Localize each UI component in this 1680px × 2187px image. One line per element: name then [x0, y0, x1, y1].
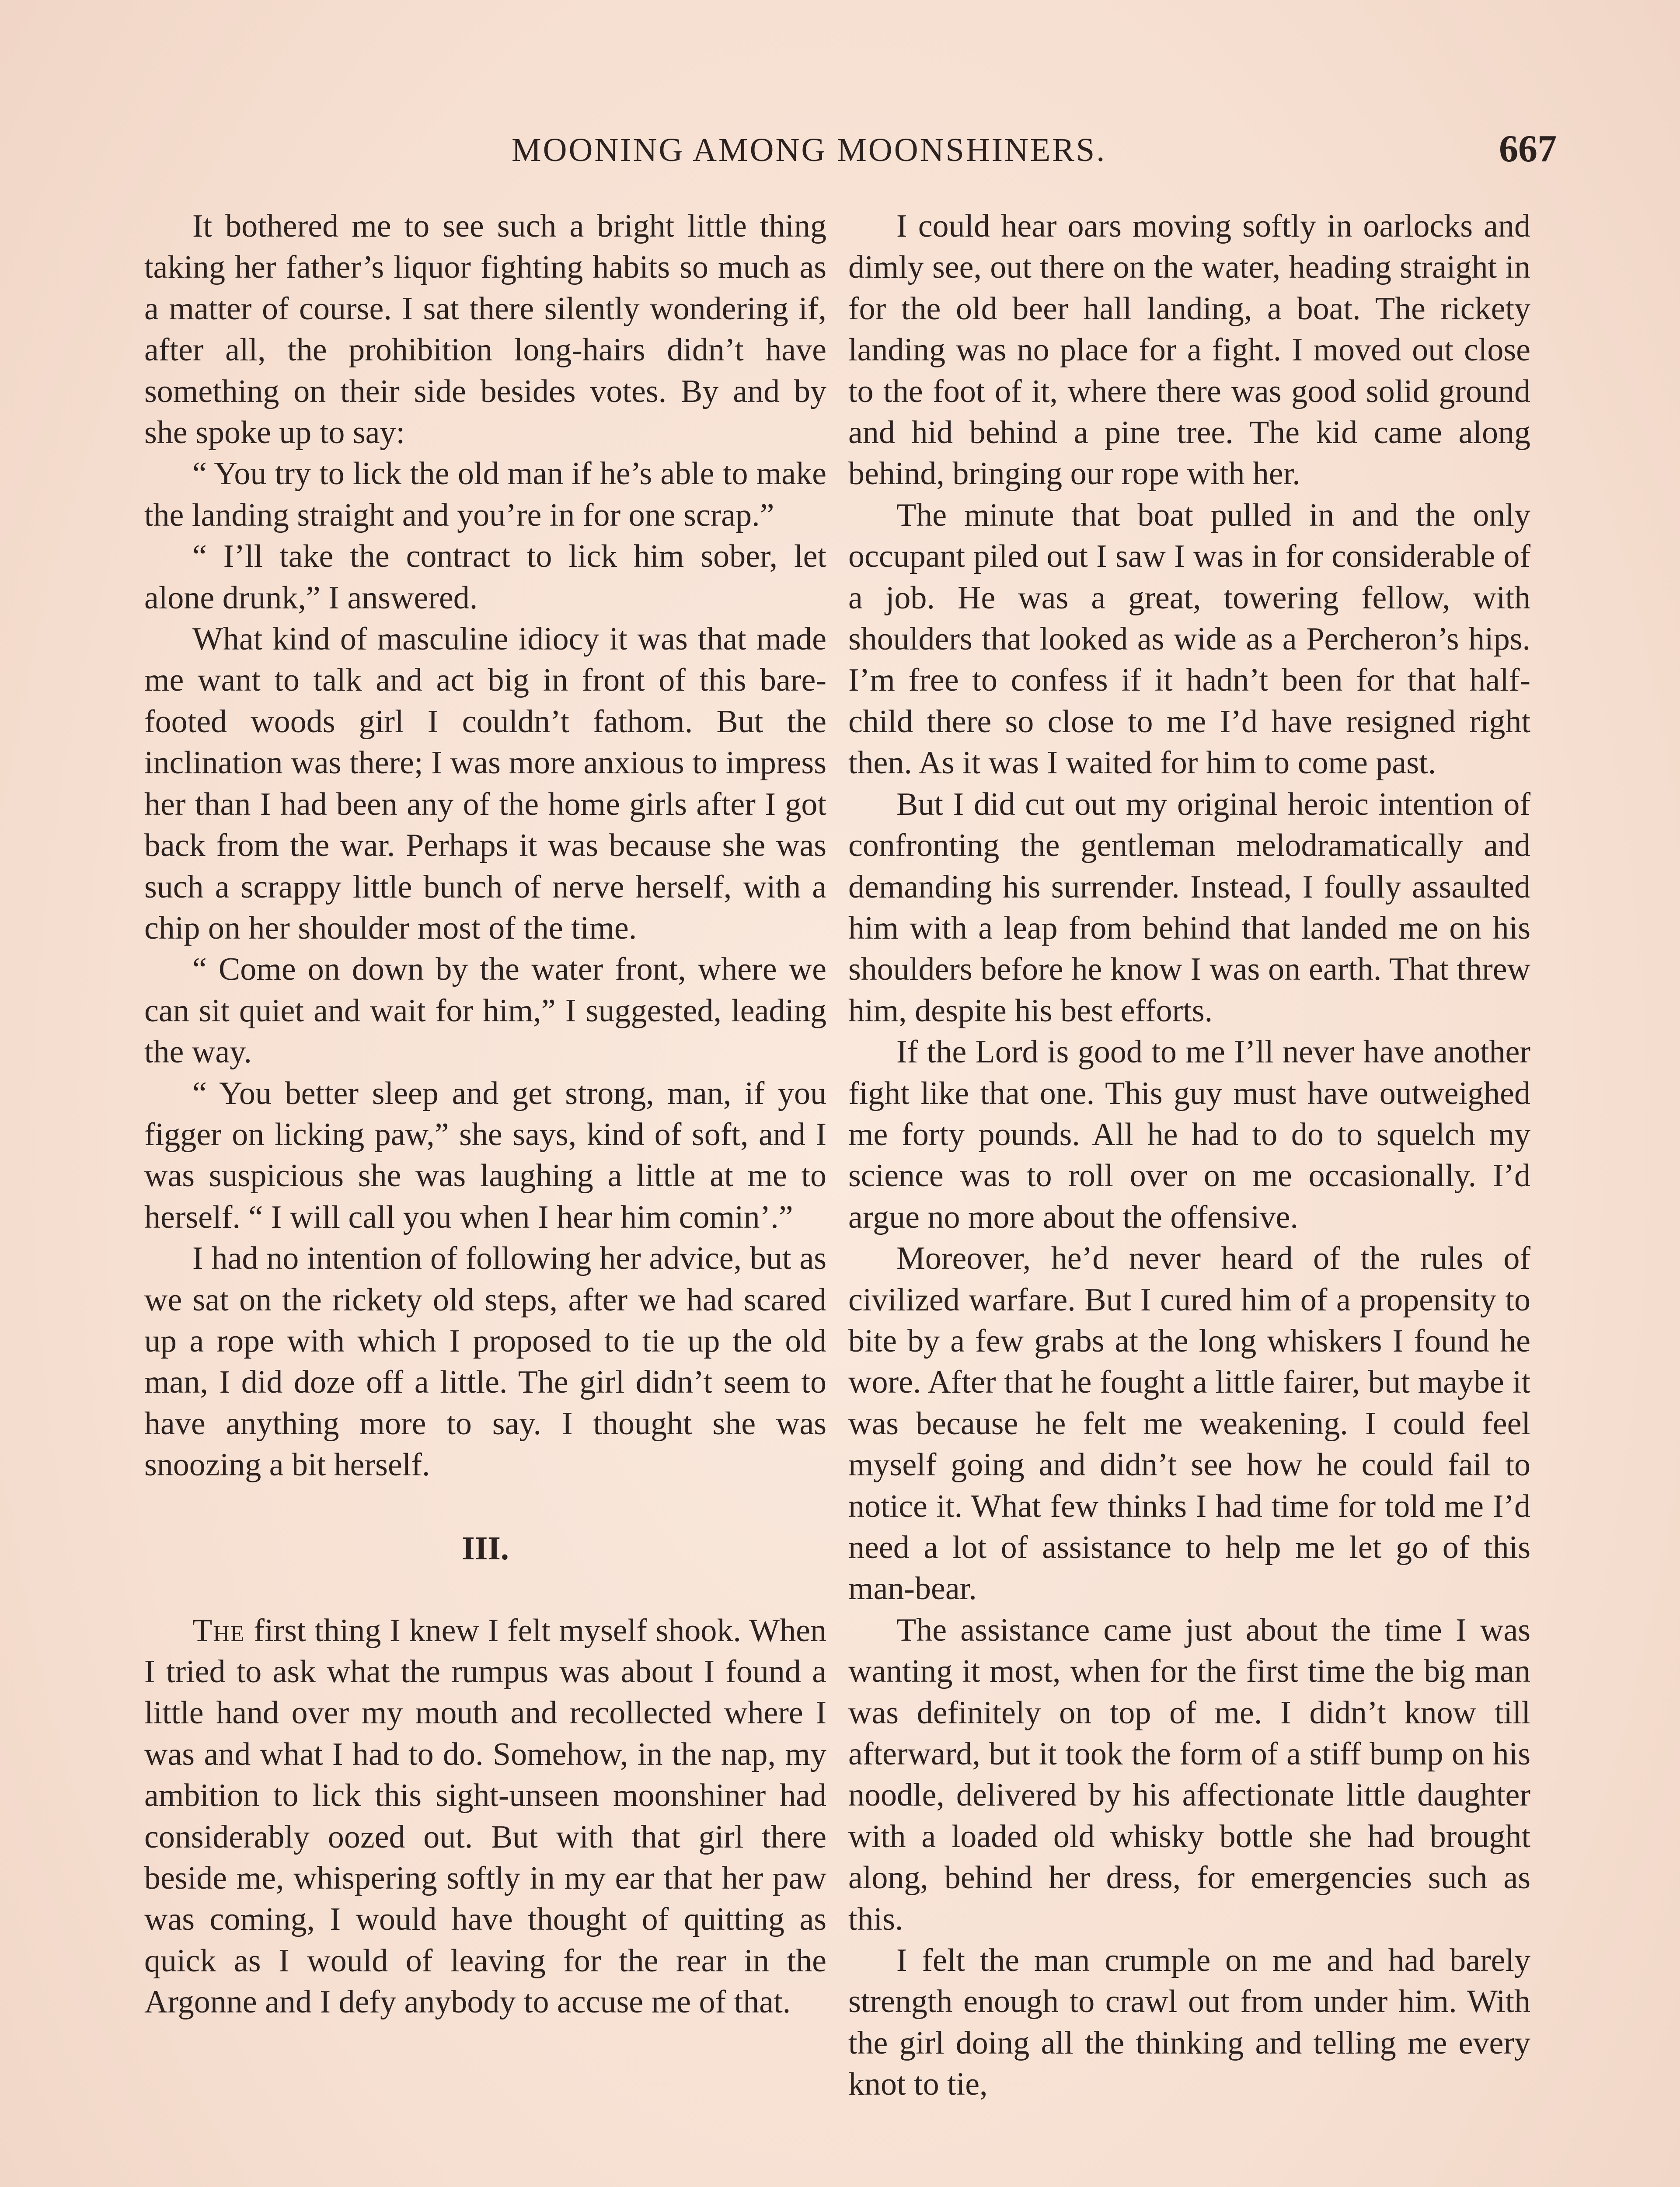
page-header	[131, 127, 1557, 179]
paragraph: “ You better sleep and get strong, man, if you figger on licking paw,” she says, kind of soft, and I was suspicious she was laughing a little at me to herself. “ I will call you when I hear him comin’.”	[144, 1075, 826, 1235]
paragraph: Moreover, he’d never heard of the rules of civilized warfare. But I cured him of a propensity to bite by a few grabs at the long whiskers I found he wore. After that he fought a little fairer, but maybe it was because he felt me weakening. I could feel myself going and didn’t see how he could fail to notice it. What few thinks I had time for told me I’d need a lot of assistance to help me let go of this man-bear.	[848, 1240, 1530, 1607]
paragraph: I had no intention of following her advice, but as we sat on the rickety old steps, after we had scared up a rope with which I proposed to tie up the old man, I did doze off a little. The girl didn’t seem to have anything more to say. I thought she was snoozing a bit herself.	[144, 1240, 826, 1483]
section-lead-word: The	[192, 1612, 245, 1649]
paragraph: I felt the man crumple on me and had barely strength enough to crawl out from under him. With the girl doing all the thinking and telling me every knot to tie,	[848, 1942, 1530, 2103]
paragraph: It bothered me to see such a bright little thing taking her father’s liquor fighting habits so much as a matter of course. I sat there silently wondering if, after all, the prohibition long-hairs didn’t have something on their side besides votes. By and by she spoke up to say:	[144, 208, 826, 451]
paragraph: “ I’ll take the contract to lick him sober, let alone drunk,” I answered.	[144, 538, 826, 616]
section-opening-paragraph	[144, 1610, 826, 2023]
paragraph: What kind of masculine idiocy it was that made me want to talk and act big in front of this bare-footed woods girl I couldn’t fathom. But the inclination was there; I was more anxious to impress her than I had been any of the home girls after I got back from the war. Perhaps it was because she was such a scrappy little bunch of nerve herself, with a chip on her shoulder most of the time.	[144, 621, 826, 946]
paragraph: “ Come on down by the water front, where we can sit quiet and wait for him,” I suggested, leading the way.	[144, 951, 826, 1070]
section-paragraph-text: first thing I knew I felt myself shook. When I tried to ask what the rumpus was about I found a little hand over my mouth and recollected where I was and what I had to do. Somehow, in the nap, my ambition to lick this sight-unseen moonshiner had considerably oozed out. But with that girl there beside me, whispering softly in my ear that her paw was coming, I would have thought of quitting as quick as I would of leaving for the rear in the Argonne and I defy anybody to accuse me of that.	[144, 1612, 826, 2020]
paragraph: The minute that boat pulled in and the only occupant piled out I saw I was in for considerable of a job. He was a great, towering fellow, with shoulders that looked as wide as a Percheron’s hips. I’m free to confess if it hadn’t been for that half-child there so close to me I’d have resigned right then. As it was I waited for him to come past.	[848, 497, 1530, 781]
running-head: MOONING AMONG MOONSHINERS.	[512, 132, 1107, 168]
paragraph: “ You try to lick the old man if he’s able to make the landing straight and you’re in for one scrap.”	[144, 456, 826, 533]
paragraph: The assistance came just about the time I was wanting it most, when for the first time the big man was definitely on top of me. I didn’t know till afterward, but it took the form of a stiff bump on his noodle, delivered by his affectionate little daughter with a loaded old whisky bottle she had brought along, behind her dress, for emergencies such as this.	[848, 1612, 1530, 1937]
right-column	[848, 206, 1530, 2105]
page-number: 667	[1499, 128, 1557, 170]
section-heading: III.	[462, 1530, 509, 1567]
paragraph: If the Lord is good to me I’ll never have another fight like that one. This guy must have outweighed me forty pounds. All he had to do to squelch my science was to roll over on me occasionally. I’d argue no more about the offensive.	[848, 1034, 1530, 1235]
paragraph: But I did cut out my original heroic intention of confronting the gentleman melodramatically and demanding his surrender. Instead, I foully assaulted him with a leap from behind that landed me on his shoulders before he know I was on earth. That threw him, despite his best efforts.	[848, 786, 1530, 1029]
left-column	[144, 206, 826, 2023]
paragraph: I could hear oars moving softly in oarlocks and dimly see, out there on the water, heading straight in for the old beer hall landing, a boat. The rickety landing was no place for a fight. I moved out close to the foot of it, where there was good solid ground and hid behind a pine tree. The kid came along behind, bringing our rope with her.	[848, 208, 1530, 492]
